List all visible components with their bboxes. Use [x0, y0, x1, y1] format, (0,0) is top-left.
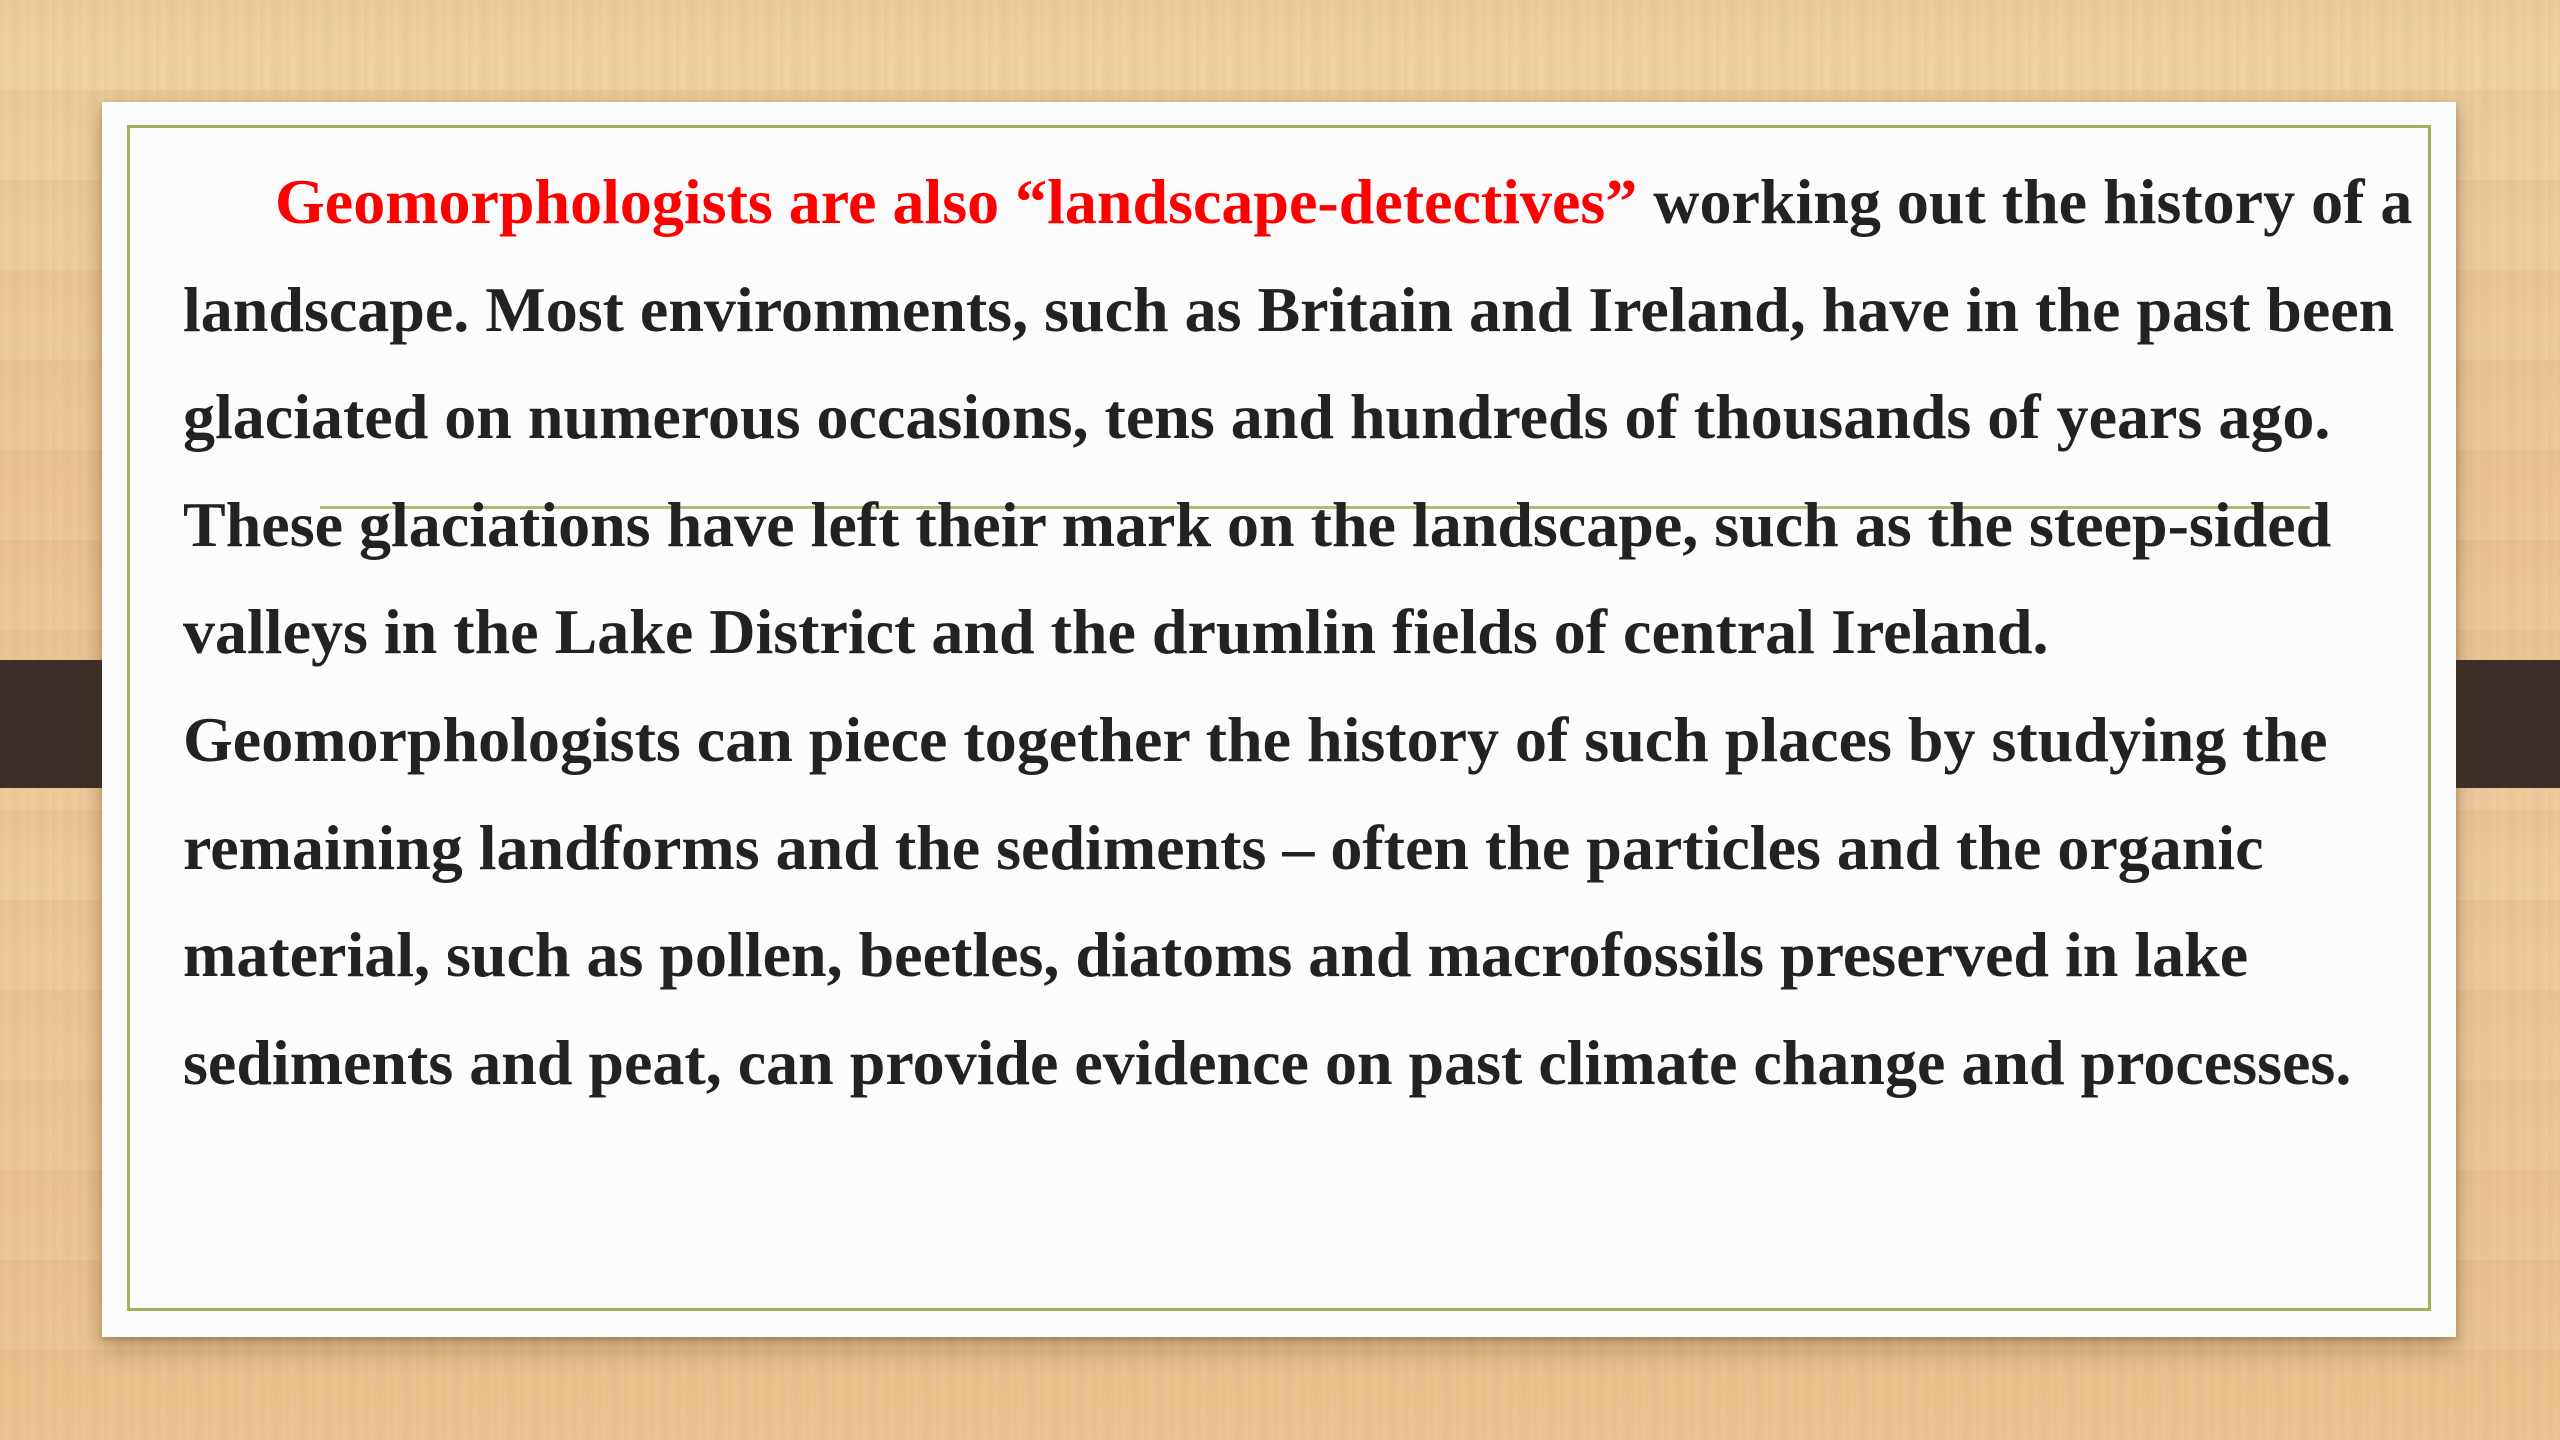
slide-paragraph [183, 148, 2423, 1116]
paragraph-body-text: working out the history of a landscape. Most environments, such as Britain and Ireland, have in the past been glaciated on numerous occasions, tens and hundreds of thousands of years ago. These glaciations have left their mark on the landscape, such as the steep-sided valleys in the Lake District and the drumlin fields of central Ireland. Geomorphologists can piece together the history of such places by studying the remaining landforms and the sediments – often the particles and the organic material, such as pollen, beetles, diatoms and macrofossils preserved in lake sediments and peat, can provide evidence on past climate change and processes. [183, 166, 2413, 1098]
highlighted-lead-text: Geomorphologists are also “landscape-detectives” [275, 166, 1638, 237]
decorative-rule-bottom [560, 1308, 2000, 1311]
